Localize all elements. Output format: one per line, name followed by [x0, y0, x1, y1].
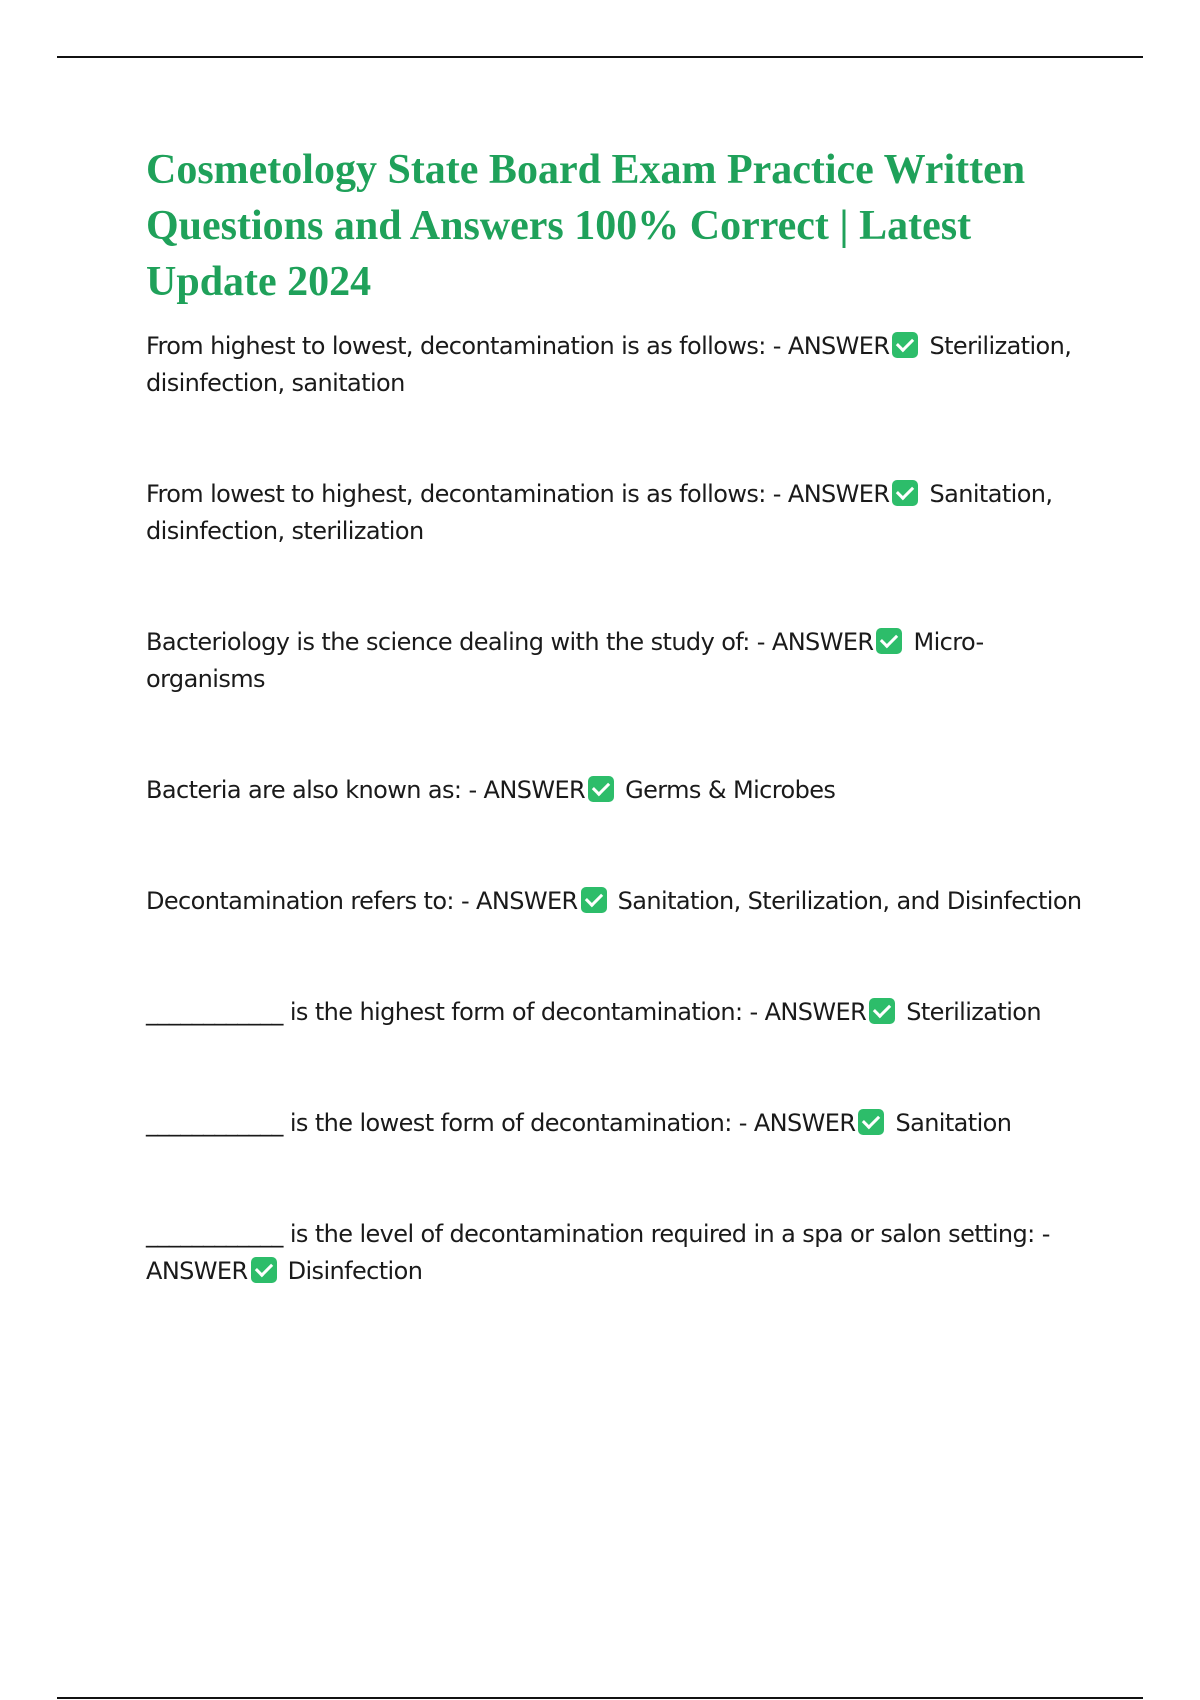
- question-text: Bacteria are also known as:: [146, 776, 462, 804]
- answer-text: Sanitation: [895, 1109, 1012, 1137]
- top-rule: [57, 56, 1143, 58]
- qa-item: [146, 994, 1086, 1031]
- question-text: ____________ is the highest form of decontamination:: [146, 998, 743, 1026]
- answer-marker: - ANSWER: [772, 480, 890, 508]
- green-check-icon: [876, 628, 902, 654]
- answer-text: Sterilization: [906, 998, 1041, 1026]
- green-check-icon: [588, 776, 614, 802]
- question-text: Bacteriology is the science dealing with the study of:: [146, 628, 750, 656]
- answer-marker: - ANSWER: [460, 887, 578, 915]
- green-check-icon: [581, 887, 607, 913]
- question-text: Decontamination refers to:: [146, 887, 454, 915]
- green-check-icon: [892, 480, 918, 506]
- question-text: ____________ is the lowest form of decontamination:: [146, 1109, 732, 1137]
- qa-item: [146, 328, 1086, 402]
- qa-item: [146, 1216, 1086, 1290]
- answer-text: Sterilization, disinfection, sanitation: [146, 332, 1072, 397]
- document-body: [146, 142, 1086, 1290]
- answer-text: Micro-organisms: [146, 628, 984, 693]
- answer-text: Sanitation, disinfection, sterilization: [146, 480, 1053, 545]
- question-text: From highest to lowest, decontamination is as follows:: [146, 332, 766, 360]
- answer-marker: - ANSWER: [146, 1220, 1050, 1285]
- answer-text: Sanitation, Sterilization, and Disinfection: [617, 887, 1082, 915]
- green-check-icon: [858, 1109, 884, 1135]
- qa-item: [146, 1105, 1086, 1142]
- answer-marker: - ANSWER: [749, 998, 867, 1026]
- answer-marker: - ANSWER: [468, 776, 586, 804]
- qa-item: [146, 883, 1086, 920]
- answer-text: Germs & Microbes: [625, 776, 836, 804]
- document-title: Cosmetology State Board Exam Practice Written Questions and Answers 100% Correct | Latest Update 2024: [146, 147, 1026, 305]
- question-text: From lowest to highest, decontamination is as follows:: [146, 480, 766, 508]
- bottom-rule: [57, 1697, 1143, 1699]
- question-text: ____________ is the level of decontamination required in a spa or salon setting:: [146, 1220, 1035, 1248]
- qa-item: [146, 624, 1086, 698]
- answer-text: Disinfection: [287, 1257, 423, 1285]
- green-check-icon: [892, 332, 918, 358]
- green-check-icon: [869, 998, 895, 1024]
- green-check-icon: [251, 1257, 277, 1283]
- qa-item: [146, 476, 1086, 550]
- answer-marker: - ANSWER: [738, 1109, 856, 1137]
- qa-list: [146, 328, 1086, 1290]
- qa-item: [146, 772, 1086, 809]
- answer-marker: - ANSWER: [772, 332, 890, 360]
- answer-marker: - ANSWER: [756, 628, 874, 656]
